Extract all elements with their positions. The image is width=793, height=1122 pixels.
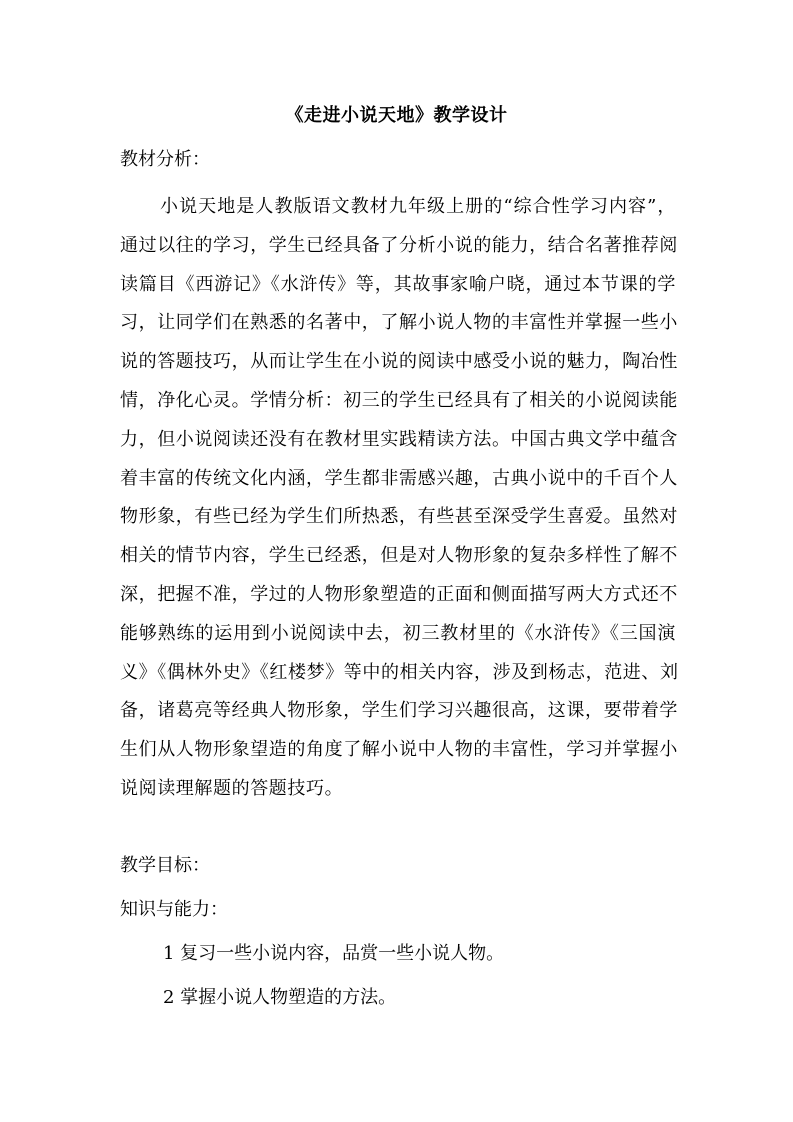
analysis-paragraph	[120, 188, 679, 809]
heading-knowledge-ability: 知识与能力：	[120, 899, 228, 920]
paragraph-line: 读篇目《西游记》《水浒传》等，其故事家喻户晓，通过本节课的学	[120, 273, 676, 295]
paragraph-line: 说的答题技巧，从而让学生在小说的阅读中感受小说的魅力，陶冶性	[120, 351, 678, 373]
paragraph-line: 通过以往的学习，学生已经具备了分析小说的能力，结合名著推荐阅	[120, 234, 678, 256]
paragraph-line: 生们从人物形象望造的角度了解小说中人物的丰富性，学习并掌握小	[120, 739, 678, 761]
heading-material-analysis: 教材分析：	[120, 149, 210, 170]
paragraph-line: 着丰富的传统文化内涵，学生都非需感兴趣，古典小说中的千百个人	[120, 467, 678, 489]
paragraph-line: 物形象，有些已经为学生们所热悉，有些甚至深受学生喜爱。虽然对	[120, 506, 678, 528]
paragraph-line: 能够熟练的运用到小说阅读中去，初三教材里的《水浒传》《三国演	[120, 622, 676, 644]
paragraph-line: 力，但小说阅读还没有在教材里实践精读方法。中国古典文学中蕴含	[120, 428, 678, 450]
paragraph-line: 深，把握不准，学过的人物形象塑造的正面和侧面描写两大方式还不	[120, 583, 678, 605]
goal-item-1: 1 复习一些小说内容，品赏一些小说人物。	[163, 943, 505, 964]
paragraph-line: 备，诸葛亮等经典人物形象，学生们学习兴趣很高，这课，要带着学	[120, 700, 678, 722]
paragraph-line: 说阅读理解题的答题技巧。	[120, 777, 344, 799]
goal-item-2: 2 掌握小说人物塑造的方法。	[163, 987, 397, 1008]
paragraph-line: 情，净化心灵。学情分析：初三的学生已经具有了相关的小说阅读能	[120, 389, 678, 411]
document-title: 《走进小说天地》教学设计	[285, 105, 508, 126]
paragraph-line: 小说天地是人教版语文教材九年级上册的“综合性学习内容”，	[160, 196, 676, 217]
heading-teaching-goals: 教学目标：	[120, 855, 210, 876]
paragraph-line: 义》《偶林外史》《红楼梦》等中的相关内容，涉及到杨志，范进、刘	[120, 661, 679, 683]
paragraph-line: 习，让同学们在熟悉的名著中，了解小说人物的丰富性并掌握一些小	[120, 312, 678, 334]
paragraph-line: 相关的情节内容，学生已经悉，但是对人物形象的复杂多样性了解不	[120, 545, 678, 567]
